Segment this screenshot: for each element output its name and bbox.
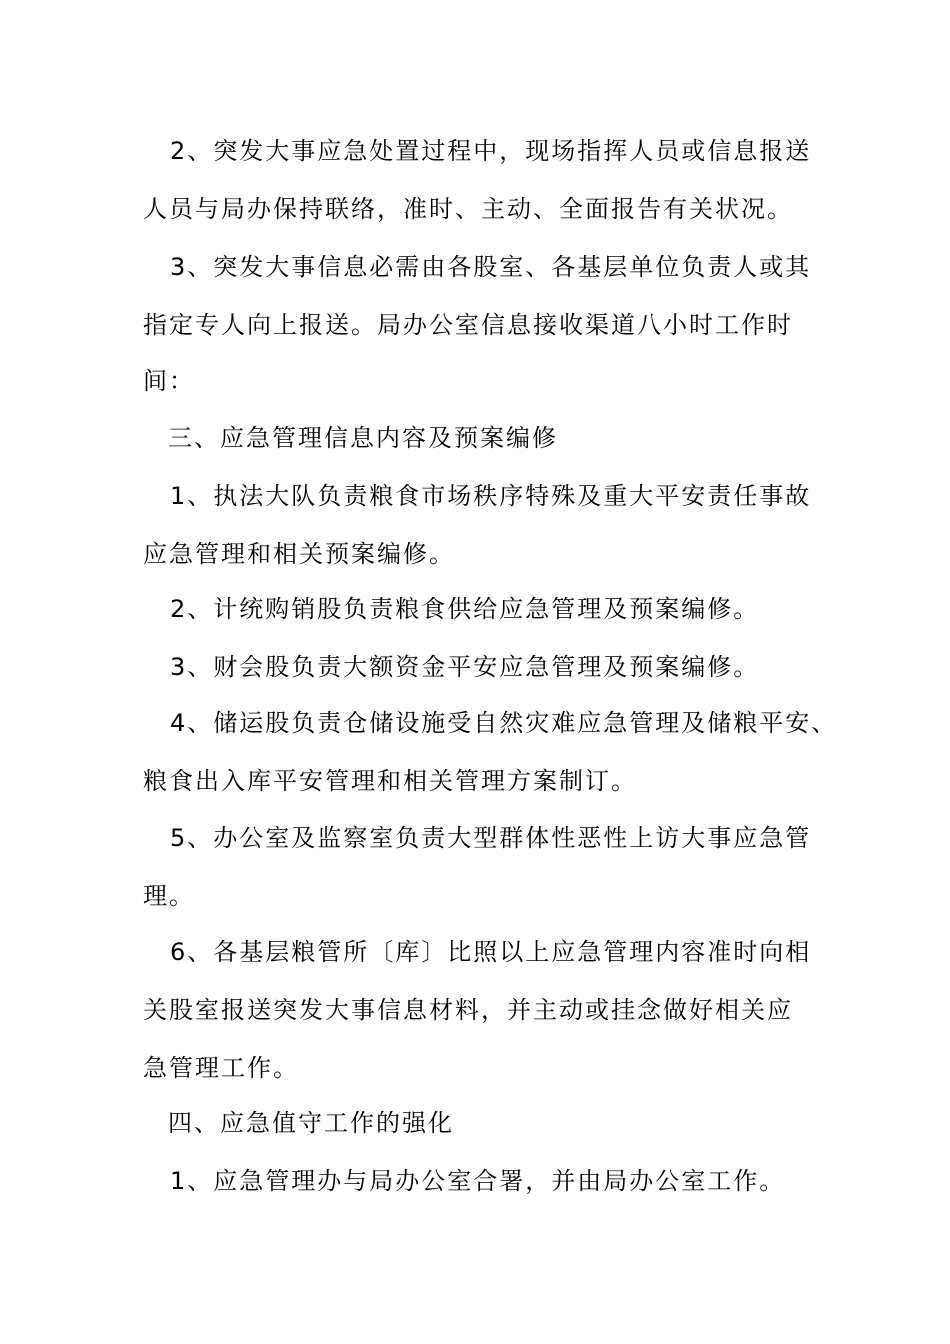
paragraph-line: 1、执法大队负责粮食市场秩序特殊及重大平安责任事故 — [170, 482, 812, 510]
paragraph-line: 关股室报送突发大事信息材料，并主动或挂念做好相关应 — [143, 996, 793, 1024]
section-heading: 四、应急值守工作的强化 — [168, 1109, 454, 1137]
paragraph-line: 人员与局办保持联络，准时、主动、全面报告有关状况。 — [143, 195, 793, 223]
paragraph-line: 5、办公室及监察室负责大型群体性恶性上访大事应急管 — [170, 824, 812, 852]
paragraph-line: 4、储运股负责仓储设施受自然灾难应急管理及储粮平安、 — [170, 709, 838, 737]
paragraph-line: 指定专人向上报送。局办公室信息接收渠道八小时工作时 — [143, 311, 793, 339]
paragraph-line: 2、突发大事应急处置过程中，现场指挥人员或信息报送 — [170, 137, 812, 165]
section-heading: 三、应急管理信息内容及预案编修 — [168, 424, 558, 452]
paragraph-line: 粮食出入库平安管理和相关管理方案制订。 — [143, 767, 637, 795]
paragraph-line: 6、各基层粮管所〔库〕比照以上应急管理内容准时向相 — [170, 938, 812, 966]
paragraph-line: 理。 — [143, 882, 195, 910]
paragraph-line: 应急管理和相关预案编修。 — [143, 540, 455, 568]
paragraph-line: 间： — [143, 367, 195, 395]
paragraph-line: 急管理工作。 — [143, 1054, 299, 1082]
paragraph-line: 2、计统购销股负责粮食供给应急管理及预案编修。 — [170, 595, 760, 623]
paragraph-line: 3、突发大事信息必需由各股室、各基层单位负责人或其 — [170, 253, 812, 281]
paragraph-line: 3、财会股负责大额资金平安应急管理及预案编修。 — [170, 653, 760, 681]
paragraph-line: 1、应急管理办与局办公室合署，并由局办公室工作。 — [170, 1167, 786, 1195]
